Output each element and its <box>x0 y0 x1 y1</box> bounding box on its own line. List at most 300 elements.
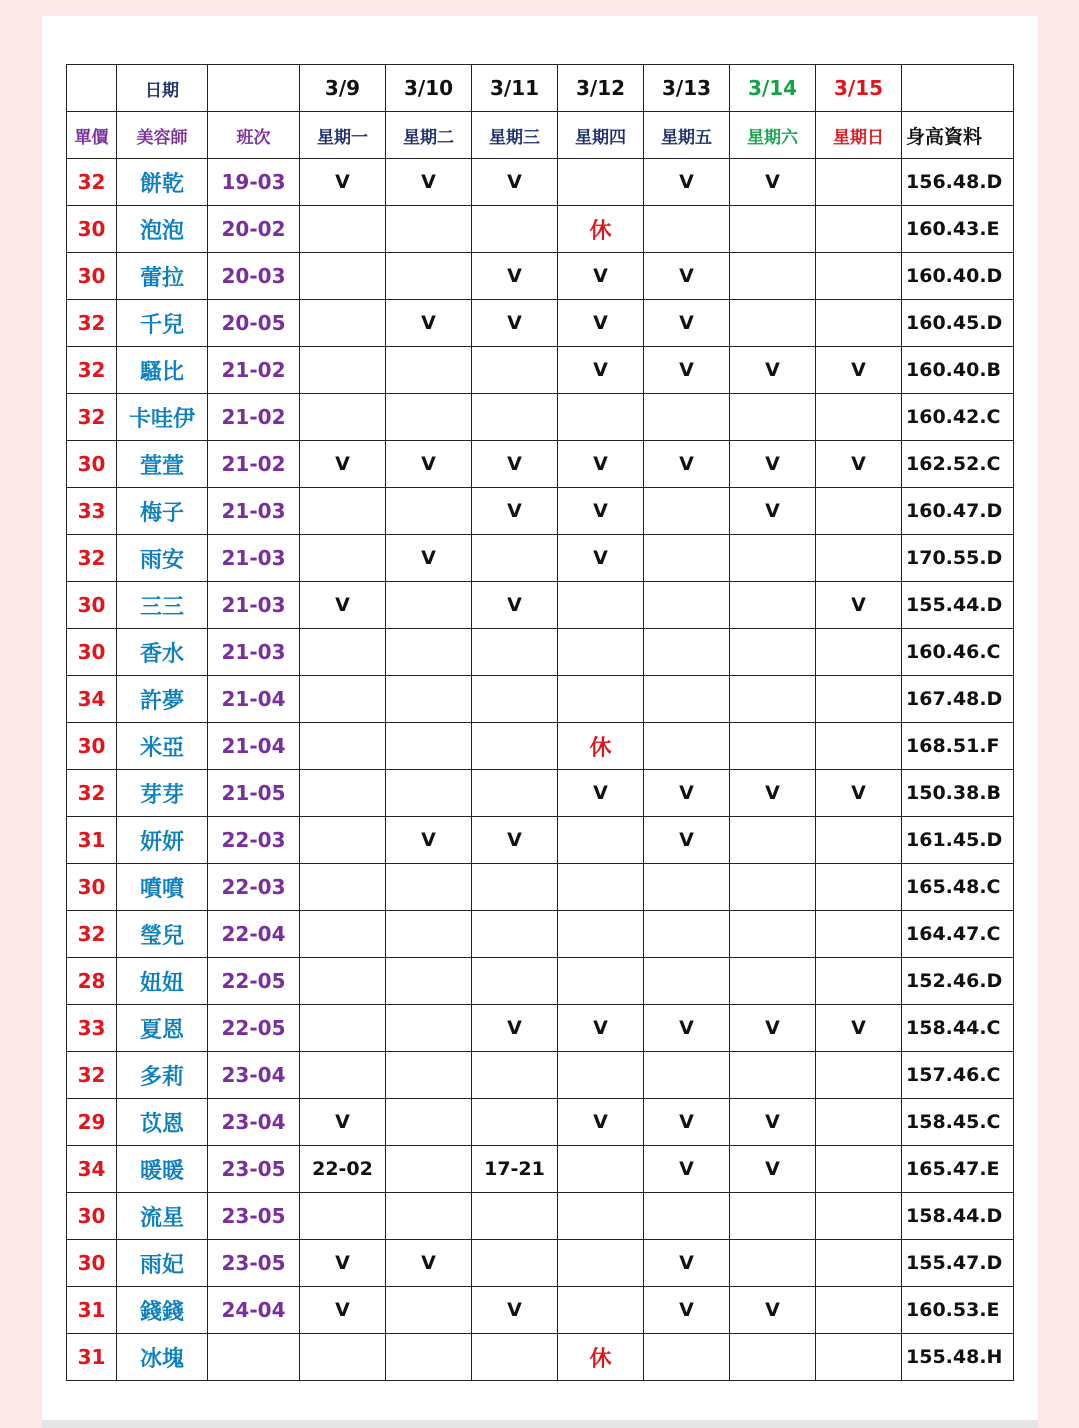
table-row <box>67 488 1014 535</box>
day-cell: V <box>730 159 816 206</box>
height-cell: 160.40.D <box>902 253 1014 300</box>
day-cell <box>386 1052 472 1099</box>
table-row <box>67 347 1014 394</box>
height-cell: 158.45.C <box>902 1099 1014 1146</box>
day-cell: V <box>644 253 730 300</box>
day-cell <box>644 394 730 441</box>
table-row <box>67 723 1014 770</box>
day-cell <box>386 488 472 535</box>
shift-cell: 21-03 <box>208 535 300 582</box>
day-cell <box>472 1240 558 1287</box>
shift-cell: 23-04 <box>208 1052 300 1099</box>
day-cell <box>816 159 902 206</box>
price-cell: 30 <box>67 864 117 911</box>
day-cell: V <box>386 300 472 347</box>
shift-cell: 21-02 <box>208 441 300 488</box>
price-cell: 31 <box>67 1287 117 1334</box>
table-row <box>67 1287 1014 1334</box>
day-cell: V <box>730 1146 816 1193</box>
table-row <box>67 1146 1014 1193</box>
height-cell: 160.45.D <box>902 300 1014 347</box>
day-cell <box>558 629 644 676</box>
beautician-name: 流星 <box>117 1193 208 1240</box>
day-cell <box>558 676 644 723</box>
day-cell <box>644 958 730 1005</box>
day-cell: V <box>300 1240 386 1287</box>
height-cell: 168.51.F <box>902 723 1014 770</box>
day-cell <box>644 535 730 582</box>
price-cell: 28 <box>67 958 117 1005</box>
table-row <box>67 300 1014 347</box>
price-cell: 30 <box>67 582 117 629</box>
height-cell: 160.43.E <box>902 206 1014 253</box>
day-cell <box>816 1146 902 1193</box>
table-row <box>67 1099 1014 1146</box>
day-cell <box>730 1052 816 1099</box>
schedule-table <box>66 64 1014 1381</box>
shift-cell: 19-03 <box>208 159 300 206</box>
shift-cell: 23-05 <box>208 1240 300 1287</box>
date-header-row <box>67 65 1014 112</box>
day-cell <box>816 394 902 441</box>
day-cell <box>472 1052 558 1099</box>
day-cell: V <box>558 300 644 347</box>
shift-cell: 21-04 <box>208 676 300 723</box>
height-cell: 160.42.C <box>902 394 1014 441</box>
shift-cell: 21-05 <box>208 770 300 817</box>
day-cell <box>472 1334 558 1381</box>
price-cell: 30 <box>67 1240 117 1287</box>
day-cell: V <box>816 770 902 817</box>
shift-cell: 20-03 <box>208 253 300 300</box>
shift-cell: 22-04 <box>208 911 300 958</box>
day-cell <box>300 958 386 1005</box>
day-cell <box>730 394 816 441</box>
day-cell <box>300 676 386 723</box>
day-cell <box>472 394 558 441</box>
day-cell <box>558 394 644 441</box>
day-cell: V <box>816 1005 902 1052</box>
shift-cell: 21-03 <box>208 488 300 535</box>
day-cell: V <box>558 535 644 582</box>
height-cell: 170.55.D <box>902 535 1014 582</box>
table-row <box>67 629 1014 676</box>
day-cell <box>730 723 816 770</box>
price-cell: 32 <box>67 394 117 441</box>
day-cell <box>644 1193 730 1240</box>
day-cell: V <box>730 347 816 394</box>
day-cell <box>386 394 472 441</box>
table-row <box>67 1240 1014 1287</box>
day-cell <box>472 629 558 676</box>
beautician-label: 美容師 <box>117 112 208 159</box>
day-cell <box>472 958 558 1005</box>
day-cell: V <box>816 347 902 394</box>
table-row <box>67 394 1014 441</box>
height-cell: 150.38.B <box>902 770 1014 817</box>
beautician-name: 三三 <box>117 582 208 629</box>
date-col-7: 3/15 <box>816 65 902 112</box>
day-cell <box>816 676 902 723</box>
shift-cell: 21-03 <box>208 582 300 629</box>
day-cell <box>730 1240 816 1287</box>
day-cell <box>644 1334 730 1381</box>
day-cell: V <box>816 441 902 488</box>
table-row <box>67 582 1014 629</box>
day-cell <box>816 629 902 676</box>
day-cell: V <box>644 347 730 394</box>
weekday-col-4: 星期四 <box>558 112 644 159</box>
day-cell <box>730 676 816 723</box>
day-cell <box>730 629 816 676</box>
price-cell: 32 <box>67 911 117 958</box>
day-cell: 休 <box>558 1334 644 1381</box>
day-cell: V <box>558 488 644 535</box>
day-cell: V <box>644 1005 730 1052</box>
beautician-name: 苡恩 <box>117 1099 208 1146</box>
day-cell <box>644 206 730 253</box>
day-cell <box>730 582 816 629</box>
shift-cell: 22-05 <box>208 958 300 1005</box>
day-cell <box>300 253 386 300</box>
height-cell: 160.47.D <box>902 488 1014 535</box>
shift-cell: 21-02 <box>208 394 300 441</box>
day-cell <box>386 958 472 1005</box>
day-cell <box>300 1334 386 1381</box>
shift-cell: 20-05 <box>208 300 300 347</box>
table-row <box>67 253 1014 300</box>
day-cell <box>300 394 386 441</box>
header-blank <box>208 65 300 112</box>
height-cell: 164.47.C <box>902 911 1014 958</box>
shift-cell: 23-05 <box>208 1146 300 1193</box>
day-cell <box>644 488 730 535</box>
day-cell <box>816 817 902 864</box>
day-cell <box>386 723 472 770</box>
table-row <box>67 676 1014 723</box>
header-blank <box>67 65 117 112</box>
day-cell <box>558 817 644 864</box>
height-cell: 160.53.E <box>902 1287 1014 1334</box>
day-cell <box>386 1005 472 1052</box>
price-cell: 34 <box>67 1146 117 1193</box>
day-cell <box>558 1193 644 1240</box>
day-cell <box>300 300 386 347</box>
day-cell <box>386 1287 472 1334</box>
day-cell <box>816 958 902 1005</box>
day-cell <box>730 535 816 582</box>
day-cell: V <box>730 1005 816 1052</box>
day-cell <box>300 1052 386 1099</box>
day-cell <box>816 911 902 958</box>
beautician-name: 冰塊 <box>117 1334 208 1381</box>
weekday-col-6: 星期六 <box>730 112 816 159</box>
day-cell: V <box>644 159 730 206</box>
day-cell: V <box>472 300 558 347</box>
beautician-name: 餅乾 <box>117 159 208 206</box>
day-cell <box>472 676 558 723</box>
day-cell: V <box>300 1287 386 1334</box>
day-cell: V <box>300 1099 386 1146</box>
beautician-name: 許夢 <box>117 676 208 723</box>
day-cell: V <box>386 159 472 206</box>
weekday-col-7: 星期日 <box>816 112 902 159</box>
beautician-name: 妞妞 <box>117 958 208 1005</box>
shift-cell: 21-03 <box>208 629 300 676</box>
beautician-name: 蕾拉 <box>117 253 208 300</box>
day-cell <box>816 1193 902 1240</box>
day-cell <box>816 1334 902 1381</box>
weekday-col-3: 星期三 <box>472 112 558 159</box>
price-cell: 32 <box>67 1052 117 1099</box>
day-cell <box>300 347 386 394</box>
day-cell <box>472 911 558 958</box>
table-row <box>67 770 1014 817</box>
day-cell: V <box>644 817 730 864</box>
date-col-3: 3/11 <box>472 65 558 112</box>
day-cell <box>300 1005 386 1052</box>
day-cell <box>644 911 730 958</box>
day-cell <box>300 770 386 817</box>
height-cell: 167.48.D <box>902 676 1014 723</box>
day-cell: V <box>472 253 558 300</box>
table-row <box>67 864 1014 911</box>
price-cell: 33 <box>67 1005 117 1052</box>
day-cell <box>386 629 472 676</box>
price-cell: 33 <box>67 488 117 535</box>
day-cell <box>558 1146 644 1193</box>
table-row <box>67 535 1014 582</box>
day-cell: V <box>644 1146 730 1193</box>
day-cell: V <box>644 770 730 817</box>
day-cell <box>386 206 472 253</box>
day-cell: 22-02 <box>300 1146 386 1193</box>
height-cell: 158.44.D <box>902 1193 1014 1240</box>
day-cell <box>730 1334 816 1381</box>
day-cell: V <box>386 535 472 582</box>
day-cell <box>386 1334 472 1381</box>
day-cell: V <box>730 1099 816 1146</box>
day-cell <box>644 864 730 911</box>
price-cell: 32 <box>67 347 117 394</box>
table-row <box>67 441 1014 488</box>
day-cell <box>558 1287 644 1334</box>
price-cell: 30 <box>67 723 117 770</box>
shift-cell: 22-05 <box>208 1005 300 1052</box>
weekday-header-row <box>67 112 1014 159</box>
day-cell: V <box>644 441 730 488</box>
day-cell: V <box>472 441 558 488</box>
day-cell: V <box>472 817 558 864</box>
day-cell: V <box>558 253 644 300</box>
day-cell: V <box>730 441 816 488</box>
beautician-name: 萱萱 <box>117 441 208 488</box>
beautician-name: 米亞 <box>117 723 208 770</box>
price-label: 單價 <box>67 112 117 159</box>
day-cell <box>300 629 386 676</box>
day-cell <box>816 488 902 535</box>
shift-cell: 22-03 <box>208 864 300 911</box>
day-cell <box>472 864 558 911</box>
table-row <box>67 1334 1014 1381</box>
day-cell <box>386 1099 472 1146</box>
price-cell: 32 <box>67 300 117 347</box>
day-cell: V <box>730 488 816 535</box>
beautician-name: 香水 <box>117 629 208 676</box>
date-label: 日期 <box>117 65 208 112</box>
day-cell: V <box>386 817 472 864</box>
height-cell: 155.44.D <box>902 582 1014 629</box>
day-cell <box>816 1240 902 1287</box>
price-cell: 32 <box>67 159 117 206</box>
height-cell: 158.44.C <box>902 1005 1014 1052</box>
beautician-name: 雨妃 <box>117 1240 208 1287</box>
day-cell <box>386 676 472 723</box>
day-cell: V <box>386 441 472 488</box>
height-cell: 155.48.H <box>902 1334 1014 1381</box>
header-blank <box>902 65 1014 112</box>
day-cell: V <box>558 347 644 394</box>
beautician-name: 卡哇伊 <box>117 394 208 441</box>
day-cell <box>558 159 644 206</box>
day-cell: V <box>558 1005 644 1052</box>
table-row <box>67 817 1014 864</box>
date-col-1: 3/9 <box>300 65 386 112</box>
day-cell <box>558 911 644 958</box>
beautician-name: 妍妍 <box>117 817 208 864</box>
day-cell <box>730 206 816 253</box>
day-cell <box>730 300 816 347</box>
beautician-name: 梅子 <box>117 488 208 535</box>
day-cell <box>730 958 816 1005</box>
day-cell: V <box>644 1099 730 1146</box>
day-cell <box>300 911 386 958</box>
table-row <box>67 1052 1014 1099</box>
height-cell: 160.46.C <box>902 629 1014 676</box>
beautician-name: 多莉 <box>117 1052 208 1099</box>
day-cell: V <box>300 441 386 488</box>
day-cell: V <box>300 582 386 629</box>
day-cell <box>472 723 558 770</box>
day-cell <box>644 723 730 770</box>
table-row <box>67 206 1014 253</box>
shift-cell: 23-05 <box>208 1193 300 1240</box>
day-cell: V <box>472 1287 558 1334</box>
day-cell: V <box>386 1240 472 1287</box>
day-cell <box>386 911 472 958</box>
day-cell <box>386 253 472 300</box>
day-cell <box>300 488 386 535</box>
day-cell <box>730 253 816 300</box>
day-cell <box>816 1052 902 1099</box>
day-cell <box>644 582 730 629</box>
day-cell: V <box>558 770 644 817</box>
height-cell: 162.52.C <box>902 441 1014 488</box>
day-cell <box>730 864 816 911</box>
height-cell: 161.45.D <box>902 817 1014 864</box>
shift-cell: 24-04 <box>208 1287 300 1334</box>
schedule-sheet <box>42 16 1038 1420</box>
price-cell: 29 <box>67 1099 117 1146</box>
day-cell: 17-21 <box>472 1146 558 1193</box>
price-cell: 30 <box>67 206 117 253</box>
day-cell <box>730 1193 816 1240</box>
day-cell <box>300 817 386 864</box>
day-cell <box>386 864 472 911</box>
shift-cell: 21-02 <box>208 347 300 394</box>
date-col-4: 3/12 <box>558 65 644 112</box>
day-cell <box>816 300 902 347</box>
beautician-name: 夏恩 <box>117 1005 208 1052</box>
day-cell <box>300 206 386 253</box>
beautician-name: 瑩兒 <box>117 911 208 958</box>
day-cell <box>472 1099 558 1146</box>
beautician-name: 暖暖 <box>117 1146 208 1193</box>
price-cell: 31 <box>67 817 117 864</box>
day-cell <box>386 582 472 629</box>
day-cell <box>472 535 558 582</box>
day-cell <box>816 1099 902 1146</box>
shift-cell: 21-04 <box>208 723 300 770</box>
beautician-name: 芽芽 <box>117 770 208 817</box>
beautician-name: 噴噴 <box>117 864 208 911</box>
day-cell <box>816 723 902 770</box>
height-cell: 165.47.E <box>902 1146 1014 1193</box>
height-cell: 165.48.C <box>902 864 1014 911</box>
day-cell: V <box>558 1099 644 1146</box>
day-cell <box>472 1193 558 1240</box>
day-cell <box>816 1287 902 1334</box>
day-cell <box>816 535 902 582</box>
day-cell: V <box>816 582 902 629</box>
day-cell: 休 <box>558 723 644 770</box>
date-col-5: 3/13 <box>644 65 730 112</box>
weekday-col-1: 星期一 <box>300 112 386 159</box>
price-cell: 30 <box>67 1193 117 1240</box>
day-cell: V <box>730 1287 816 1334</box>
day-cell <box>816 206 902 253</box>
date-col-6: 3/14 <box>730 65 816 112</box>
price-cell: 34 <box>67 676 117 723</box>
weekday-col-5: 星期五 <box>644 112 730 159</box>
day-cell <box>816 253 902 300</box>
shift-cell: 23-04 <box>208 1099 300 1146</box>
day-cell: V <box>472 488 558 535</box>
price-cell: 32 <box>67 535 117 582</box>
weekday-col-2: 星期二 <box>386 112 472 159</box>
price-cell: 30 <box>67 629 117 676</box>
table-row <box>67 159 1014 206</box>
day-cell <box>386 1146 472 1193</box>
day-cell: V <box>472 582 558 629</box>
height-cell: 155.47.D <box>902 1240 1014 1287</box>
day-cell <box>472 206 558 253</box>
shift-cell: 20-02 <box>208 206 300 253</box>
table-row <box>67 1193 1014 1240</box>
day-cell <box>472 770 558 817</box>
day-cell <box>644 629 730 676</box>
table-row <box>67 911 1014 958</box>
day-cell: V <box>472 1005 558 1052</box>
day-cell <box>730 911 816 958</box>
height-cell: 156.48.D <box>902 159 1014 206</box>
beautician-name: 錢錢 <box>117 1287 208 1334</box>
day-cell <box>730 817 816 864</box>
shift-label: 班次 <box>208 112 300 159</box>
day-cell <box>816 864 902 911</box>
shift-cell <box>208 1334 300 1381</box>
day-cell: 休 <box>558 206 644 253</box>
